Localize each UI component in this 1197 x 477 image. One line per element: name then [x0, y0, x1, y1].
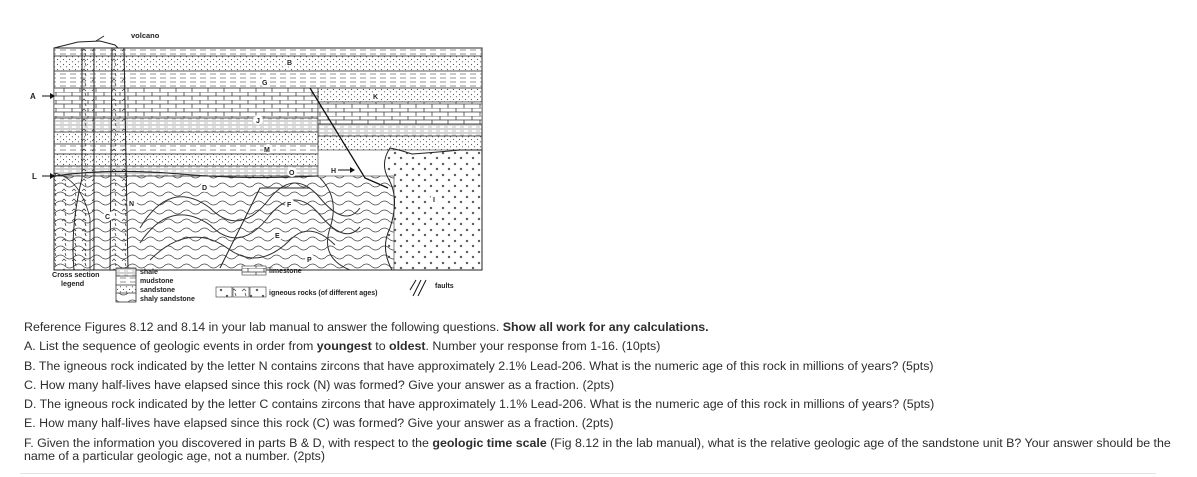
- label-o: O: [289, 170, 295, 177]
- label-b: B: [287, 60, 293, 67]
- label-l: L: [32, 172, 37, 181]
- question-a-post: . Number your response from 1-16. (10pts): [425, 339, 661, 354]
- legend-faults: faults: [435, 283, 454, 290]
- label-g: G: [262, 80, 268, 87]
- legend-swatch-igneous-1: [216, 287, 232, 297]
- label-volcano: volcano: [131, 31, 160, 40]
- label-p: P: [307, 257, 312, 264]
- legend-swatch-igneous-3: [250, 287, 266, 297]
- question-f-bold: geologic time scale: [432, 435, 547, 450]
- legend-sandstone: sandstone: [140, 287, 176, 294]
- label-n: N: [129, 201, 135, 208]
- question-a-mid: to: [371, 339, 390, 354]
- legend-swatch-mudstone: [116, 276, 136, 285]
- legend-title-line2: legend: [61, 279, 85, 288]
- intro-text: Reference Figures 8.12 and 8.14 in your lab manual to answer the following questions.: [24, 320, 503, 334]
- legend-igneous: igneous rocks (of different ages): [269, 290, 378, 297]
- question-f-pre: F. Given the information you discovered in parts B & D, with respect to the: [24, 435, 433, 450]
- legend-limestone: limestone: [269, 268, 302, 275]
- label-c: C: [105, 214, 111, 221]
- legend-swatch-igneous-2: [233, 287, 249, 297]
- label-h: H: [331, 168, 337, 175]
- legend-swatch-limestone: [242, 266, 266, 275]
- questions-block: [24, 318, 1174, 464]
- bottom-divider: [20, 473, 1156, 474]
- question-f: [24, 434, 1174, 464]
- intro-bold: Show all work for any calculations.: [502, 320, 709, 334]
- question-a: [24, 337, 1174, 356]
- legend-mudstone: mudstone: [140, 278, 174, 285]
- legend-title-line1: Cross section: [52, 270, 100, 279]
- label-i: I: [433, 197, 435, 204]
- legend-swatch-shale: [116, 268, 136, 276]
- label-j: J: [256, 118, 260, 125]
- legend-swatch-sandstone: [116, 285, 136, 293]
- legend-shaly-sandstone: shaly sandstone: [140, 296, 195, 303]
- label-e: E: [275, 233, 280, 240]
- label-f: F: [287, 202, 292, 209]
- intro-line: [24, 318, 1174, 337]
- question-f-post: (Fig 8.12 in the lab manual), what is the relative geologic age of the sandstone unit B? Your answer should be the name of a particular geologic age, not a number. (2pts): [24, 435, 1171, 464]
- label-m: M: [264, 147, 270, 154]
- legend-shale: shale: [140, 269, 158, 276]
- question-d: D. The igneous rock indicated by the letter C contains zircons that have approximately 1.1% Lead-206. What is the numeric age of this rock in millions of years? (5pts): [24, 397, 935, 412]
- legend-swatch-shaly-sandstone: [116, 293, 136, 302]
- question-a-oldest: oldest: [389, 339, 426, 354]
- fault-symbol-icon: [410, 280, 426, 296]
- question-a-youngest: youngest: [316, 339, 372, 354]
- cross-section-diagram: [30, 31, 482, 270]
- geologic-cross-section-figure: [20, 28, 490, 310]
- question-e: E. How many half-lives have elapsed since this rock (C) was formed? Give your answer as a fraction. (2pts): [24, 416, 614, 431]
- label-a: A: [30, 92, 36, 101]
- question-a-pre: A. List the sequence of geologic events in order from: [24, 339, 317, 354]
- label-d: D: [202, 185, 208, 192]
- question-c: C. How many half-lives have elapsed since this rock (N) was formed? Give your answer as a fraction. (2pts): [24, 377, 615, 392]
- label-k: K: [373, 94, 379, 101]
- cross-section-legend: [52, 266, 454, 303]
- question-b: B. The igneous rock indicated by the letter N contains zircons that have approximately 2.1% Lead-206. What is the numeric age of this rock in millions of years? (5pts): [24, 358, 934, 373]
